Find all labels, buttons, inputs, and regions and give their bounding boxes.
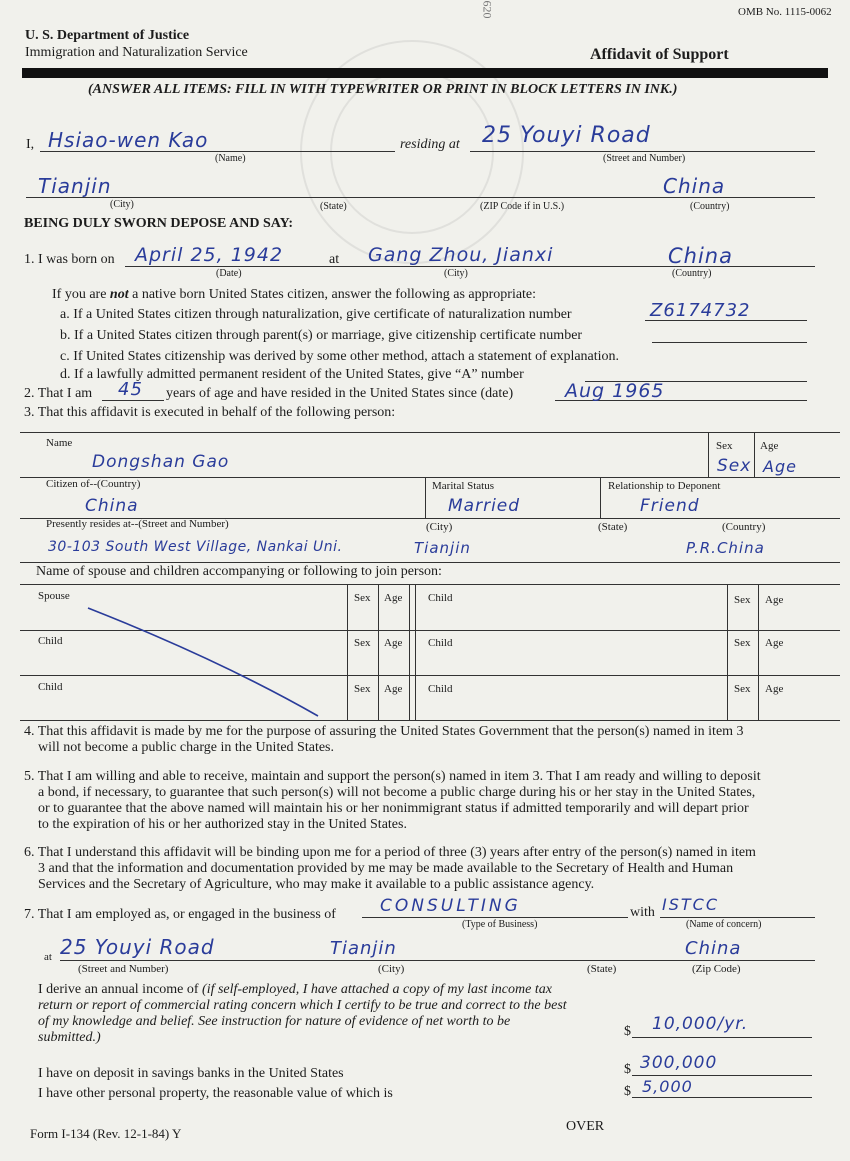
form-title: Affidavit of Support <box>590 46 729 63</box>
item1d: d. If a lawfully admitted permanent resident of the United States, give “A” number <box>60 367 524 382</box>
birth-country: China <box>668 244 733 268</box>
name-caption: (Name) <box>215 153 246 164</box>
intro-post: a native born United States citizen, answer the following as appropriate: <box>128 287 537 302</box>
item6-line3: Services and the Secretary of Agriculture, who may make it available to a public assistance agency. <box>38 877 595 892</box>
property-label: I have other personal property, the reasonable value of which is <box>38 1086 393 1101</box>
income-intro: I derive an annual income of <box>38 982 203 997</box>
instructions: (ANSWER ALL ITEMS: FILL IN WITH TYPEWRITER OR PRINT IN BLOCK LETTERS IN INK.) <box>88 82 678 97</box>
resides-country-label: (Country) <box>722 521 766 533</box>
beneficiary-age: Age <box>763 457 797 476</box>
spouse-sex-label: Sex <box>354 592 371 604</box>
relationship-label: Relationship to Deponent <box>608 480 721 492</box>
income-note: (if self-employed, I have attached a copy of my last income tax <box>202 982 552 997</box>
state-caption: (State) <box>320 201 347 212</box>
child2-sex-label: Sex <box>354 637 371 649</box>
naturalization-number: Z6174732 <box>650 300 751 321</box>
marital-label: Marital Status <box>432 480 495 492</box>
item6-line2: 3 and that the information and documentation provided by me may be made available to the Secretary of Health and Human <box>38 861 734 876</box>
employer-street-caption: (Street and Number) <box>78 963 169 975</box>
child4-label: Child <box>38 681 63 693</box>
annual-income: 10,000/yr. <box>652 1014 749 1034</box>
country-caption: (Country) <box>690 201 730 212</box>
income-line3: of my knowledge and belief. See instruction for nature of evidence of net worth to be <box>38 1014 511 1029</box>
beneficiary-country: P.R.China <box>686 539 765 557</box>
business-type: CONSULTING <box>380 896 521 916</box>
employer-at-label: at <box>44 951 52 963</box>
intro-pre: If you are <box>52 287 110 302</box>
birth-date-caption: (Date) <box>216 268 242 279</box>
concern-caption: (Name of concern) <box>686 919 762 930</box>
zip-caption: (ZIP Code if in U.S.) <box>480 201 565 212</box>
employer-street: 25 Youyi Road <box>60 935 215 959</box>
deponent-age: 45 <box>118 379 143 400</box>
item1c: c. If United States citizenship was derived by some other method, attach a statement of explanation. <box>60 349 620 364</box>
citizen-label: Citizen of--(Country) <box>46 478 141 490</box>
item7-label: 7. That I am employed as, or engaged in the business of <box>24 907 336 922</box>
employer-address-line <box>60 960 815 961</box>
resides-label: Presently resides at--(Street and Number) <box>46 518 229 530</box>
item3-label: 3. That this affidavit is executed in behalf of the following person: <box>24 405 396 420</box>
beneficiary-marital-status: Married <box>448 496 521 516</box>
item2-mid: years of age and have resided in the United States since (date) <box>166 386 514 401</box>
income-line1 <box>38 982 552 998</box>
resided-since: Aug 1965 <box>565 380 665 402</box>
income-line2: return or report of commercial rating concern which I certify to be true and correct to the best <box>38 998 567 1013</box>
omb-number: OMB No. 1115-0062 <box>738 6 832 18</box>
deposit-label: I have on deposit in savings banks in the United States <box>38 1066 344 1081</box>
item2-pre: 2. That I am <box>24 386 93 401</box>
item4-line2: will not become a public charge in the United States. <box>38 740 334 755</box>
street-caption: (Street and Number) <box>603 153 686 164</box>
child1-sex-label: Sex <box>734 594 751 606</box>
resides-city-label: (City) <box>426 521 453 533</box>
beneficiary-relationship: Friend <box>640 496 700 516</box>
concern-line <box>660 917 815 918</box>
sworn-heading: BEING DULY SWORN DEPOSE AND SAY: <box>24 216 294 231</box>
name-label: Name <box>46 437 73 449</box>
deposit-amount: 300,000 <box>640 1053 718 1073</box>
service-name: Immigration and Naturalization Service <box>25 45 248 60</box>
child3-age-label: Age <box>765 637 784 649</box>
property-dollar: $ <box>624 1084 631 1099</box>
birth-country-caption: (Country) <box>672 268 712 279</box>
employer-country: China <box>685 938 742 959</box>
age-label: Age <box>760 440 779 452</box>
item5-line2: a bond, if necessary, to guarantee that such person(s) will not become a public charge during his or her stay in the United States, <box>38 785 756 800</box>
income-line <box>632 1037 812 1038</box>
spouse-age-label: Age <box>384 592 403 604</box>
child2-label: Child <box>38 635 63 647</box>
birth-at-label: at <box>329 252 340 267</box>
item4-line1: 4. That this affidavit is made by me for the purpose of assuring the United States Government that the person(s) named in item 3 <box>24 724 744 739</box>
item5-line1: 5. That I am willing and able to receive, maintain and support the person(s) named in item 3. That I am ready and willing to deposit <box>24 769 761 784</box>
deponent-name: Hsiao-wen Kao <box>48 128 209 152</box>
spouse-label: Spouse <box>38 590 70 602</box>
concern-name: ISTCC <box>662 895 719 914</box>
beneficiary-street: 30-103 South West Village, Nankai Uni. <box>48 539 343 555</box>
beneficiary-citizenship: China <box>85 496 139 516</box>
employer-city: Tianjin <box>330 938 397 959</box>
i-label: I, <box>26 137 35 152</box>
spouse-heading: Name of spouse and children accompanying or following to join person: <box>36 564 442 579</box>
resides-state-label: (State) <box>598 521 628 533</box>
deposit-line <box>632 1075 812 1076</box>
residing-label: residing at <box>400 137 460 152</box>
form-number: Form I-134 (Rev. 12-1-84) Y <box>30 1126 182 1141</box>
business-line <box>362 917 628 918</box>
employer-city-caption: (City) <box>378 963 405 975</box>
city-caption: (City) <box>110 199 134 210</box>
item5-line4: to the expiration of his or her authorized stay in the United States. <box>38 817 407 832</box>
property-value: 5,000 <box>642 1077 693 1096</box>
beneficiary-sex: Sex <box>717 456 752 476</box>
intro-not: not <box>109 287 129 302</box>
item1b: b. If a United States citizen through parent(s) or marriage, give citizenship certificate number <box>60 328 583 343</box>
child5-label: Child <box>428 683 453 695</box>
item1-label: 1. I was born on <box>24 252 115 267</box>
beneficiary-name: Dongshan Gao <box>92 452 230 472</box>
with-label: with <box>630 905 655 920</box>
deposit-dollar: $ <box>624 1062 631 1077</box>
child5-sex-label: Sex <box>734 683 751 695</box>
birth-city-caption: (City) <box>444 268 468 279</box>
child2-age-label: Age <box>384 637 403 649</box>
child3-label: Child <box>428 637 453 649</box>
deponent-city: Tianjin <box>38 174 112 198</box>
child1-label: Child <box>428 592 453 604</box>
department-name: U. S. Department of Justice <box>25 28 190 43</box>
sex-label: Sex <box>716 440 733 452</box>
child5-age-label: Age <box>765 683 784 695</box>
deponent-country: China <box>663 174 726 198</box>
beneficiary-city: Tianjin <box>414 539 471 557</box>
employer-state-caption: (State) <box>587 963 617 975</box>
business-caption: (Type of Business) <box>462 919 538 930</box>
over-label: OVER <box>566 1119 605 1134</box>
item6-line1: 6. That I understand this affidavit will be binding upon me for a period of three (3) years after entry of the person(s) named in item <box>24 845 756 860</box>
birth-date: April 25, 1942 <box>135 244 284 266</box>
child4-age-label: Age <box>384 683 403 695</box>
child4-sex-label: Sex <box>354 683 371 695</box>
child3-sex-label: Sex <box>734 637 751 649</box>
item5-line3: or to guarantee that the above named will maintain his or her nonimmigrant status if admitted temporarily and will depart prior <box>38 801 749 816</box>
property-line <box>632 1097 812 1098</box>
child1-age-label: Age <box>765 594 784 606</box>
birth-city: Gang Zhou, Jianxi <box>368 244 554 266</box>
stamp-mark: 620 <box>480 0 495 19</box>
income-dollar: $ <box>624 1024 631 1039</box>
income-line4: submitted.) <box>38 1030 101 1045</box>
item1a: a. If a United States citizen through naturalization, give certificate of naturalization number <box>60 307 572 322</box>
employer-zip-caption: (Zip Code) <box>692 963 741 975</box>
deponent-street: 25 Youyi Road <box>482 123 651 148</box>
